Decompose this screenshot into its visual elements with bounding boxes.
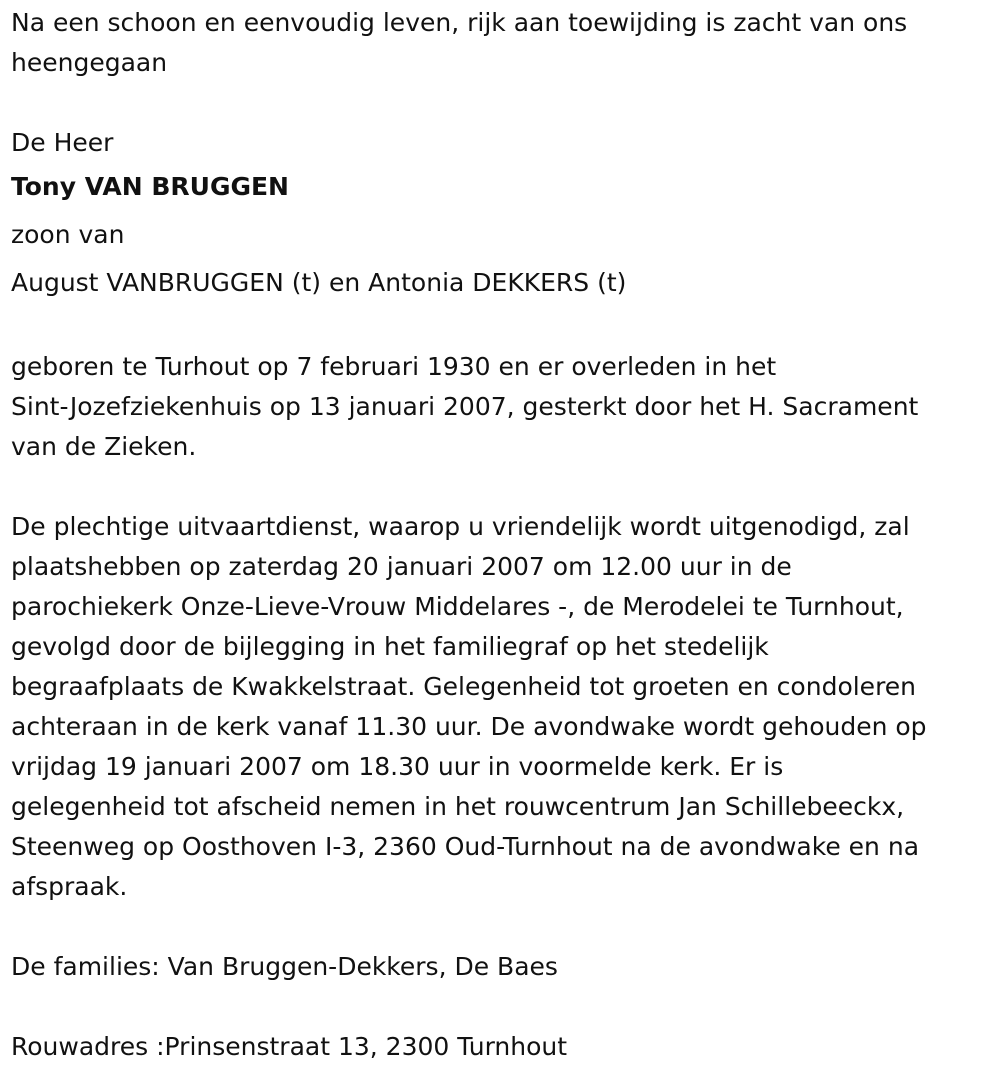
families-line: De families: Van Bruggen-Dekkers, De Baes <box>11 952 558 981</box>
spacer <box>11 987 986 1027</box>
spacer <box>11 467 986 507</box>
funeral-line-7: vrijdag 19 januari 2007 om 18.30 uur in voormelde kerk. Er is <box>11 752 784 781</box>
mourning-address: Rouwadres :Prinsenstraat 13, 2300 Turnhout <box>11 1032 568 1061</box>
intro-line-2: heengegaan <box>11 48 168 77</box>
funeral-line-1: De plechtige uitvaartdienst, waarop u vriendelijk wordt uitgenodigd, zal <box>11 512 910 541</box>
birth-death-paragraph <box>11 347 986 467</box>
spacer <box>11 307 986 347</box>
funeral-line-8: gelegenheid tot afscheid nemen in het rouwcentrum Jan Schillebeeckx, <box>11 792 905 821</box>
relation-label: zoon van <box>11 220 125 249</box>
funeral-paragraph <box>11 507 986 907</box>
funeral-line-4: gevolgd door de bijlegging in het familiegraf op het stedelijk <box>11 632 769 661</box>
funeral-line-3: parochiekerk Onze-Lieve-Vrouw Middelares -, de Merodelei te Turnhout, <box>11 592 904 621</box>
death-notice <box>11 3 986 1067</box>
intro-line-1: Na een schoon en eenvoudig leven, rijk aan toewijding is zacht van ons <box>11 8 908 37</box>
spacer <box>11 83 986 123</box>
birth-death-line-2: Sint-Jozefziekenhuis op 13 januari 2007, gesterkt door het H. Sacrament <box>11 392 919 421</box>
funeral-line-9: Steenweg op Oosthoven I-3, 2360 Oud-Turnhout na de avondwake en na <box>11 832 920 861</box>
birth-death-line-3: van de Zieken. <box>11 432 197 461</box>
funeral-line-6: achteraan in de kerk vanaf 11.30 uur. De avondwake wordt gehouden op <box>11 712 927 741</box>
funeral-line-10: afspraak. <box>11 872 128 901</box>
birth-death-line-1: geboren te Turhout op 7 februari 1930 en er overleden in het <box>11 352 777 381</box>
funeral-line-2: plaatshebben op zaterdag 20 januari 2007 om 12.00 uur in de <box>11 552 792 581</box>
intro-paragraph <box>11 3 986 83</box>
parents-line: August VANBRUGGEN (t) en Antonia DEKKERS (t) <box>11 268 627 297</box>
spacer <box>11 907 986 947</box>
deceased-name: Tony VAN BRUGGEN <box>11 172 289 201</box>
funeral-line-5: begraafplaats de Kwakkelstraat. Gelegenheid tot groeten en condoleren <box>11 672 917 701</box>
honorific: De Heer <box>11 128 114 157</box>
